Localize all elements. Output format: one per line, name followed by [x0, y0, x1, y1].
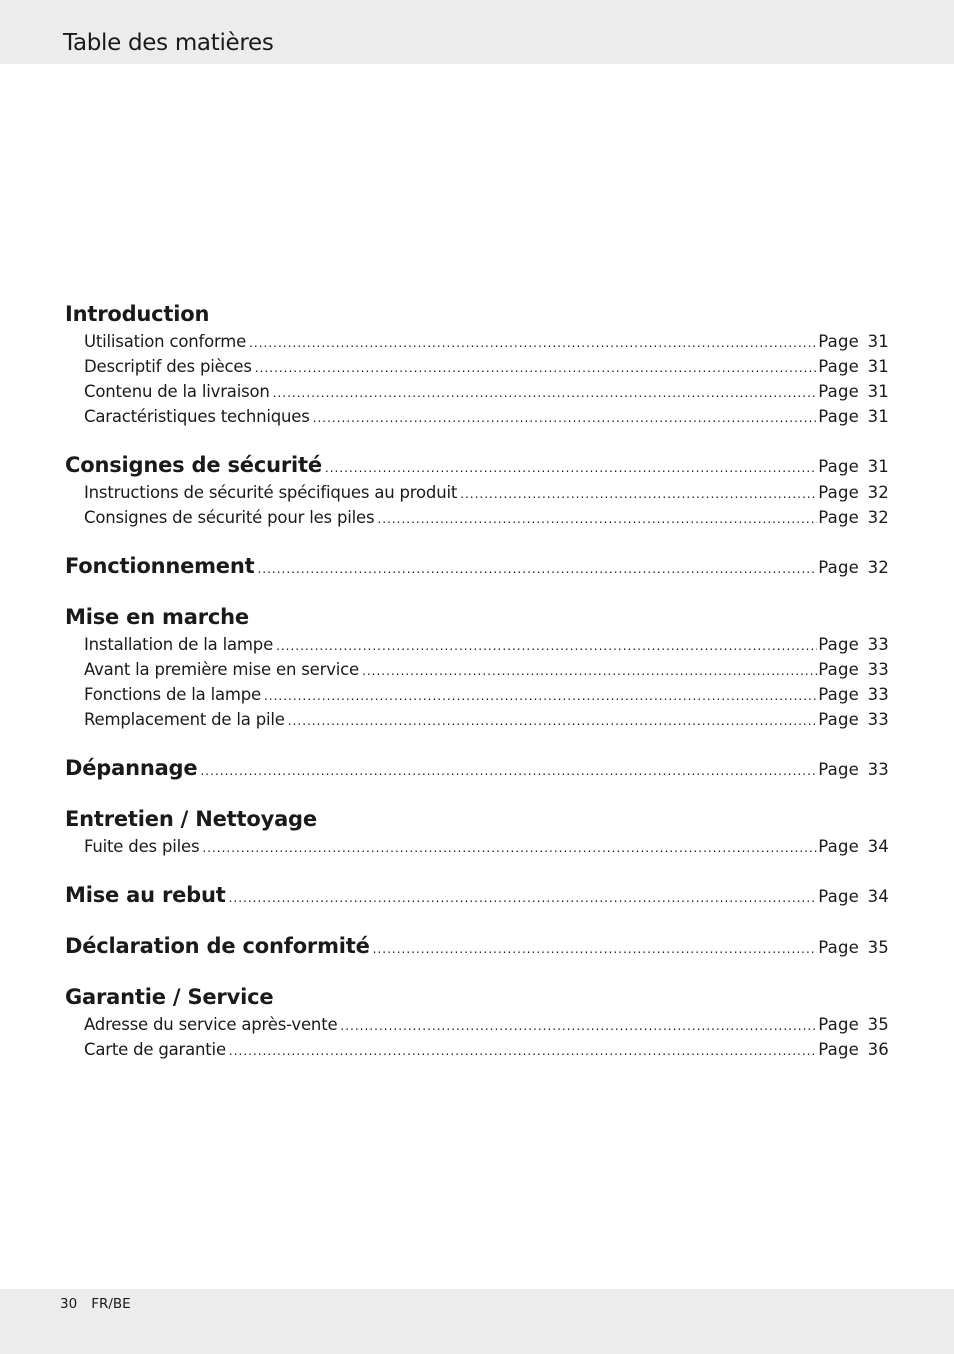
- toc-entry[interactable]: [65, 685, 889, 710]
- page-number: 33: [867, 635, 889, 654]
- toc-entry-label: Avant la première mise en service: [84, 660, 359, 679]
- page-number: 31: [867, 407, 889, 426]
- toc-entry[interactable]: [65, 710, 889, 735]
- toc-page-ref: [818, 635, 889, 654]
- dot-leader: [229, 891, 818, 905]
- page-number: 33: [867, 660, 889, 679]
- toc-heading-label: Fonctionnement: [65, 554, 255, 578]
- page-word: Page: [818, 483, 859, 502]
- dot-leader: [276, 639, 817, 653]
- dot-leader: [460, 487, 817, 501]
- page-word: Page: [818, 1040, 859, 1059]
- toc-entry-label: Adresse du service après-vente: [84, 1015, 338, 1034]
- toc-entry[interactable]: [65, 382, 889, 407]
- toc-page-ref: [818, 332, 889, 351]
- toc-heading-label: Entretien / Nettoyage: [65, 807, 317, 831]
- toc-heading[interactable]: [65, 756, 889, 786]
- page-number: 32: [867, 508, 889, 527]
- page-word: Page: [818, 660, 859, 679]
- toc-entry[interactable]: [65, 635, 889, 660]
- toc-entry-label: Caractéristiques techniques: [84, 407, 310, 426]
- toc-entry[interactable]: [65, 1040, 889, 1065]
- toc-heading-label: Garantie / Service: [65, 985, 274, 1009]
- dot-leader: [264, 689, 817, 703]
- toc-page-ref: [818, 558, 889, 577]
- page-word: Page: [818, 760, 859, 779]
- toc-section-troubleshooting: [65, 756, 889, 786]
- page-word: Page: [818, 407, 859, 426]
- page-number: 36: [867, 1040, 889, 1059]
- page-word: Page: [818, 382, 859, 401]
- toc-section-conformity: [65, 934, 889, 964]
- toc-entry[interactable]: [65, 1015, 889, 1040]
- dot-leader: [373, 942, 818, 956]
- page-number: 34: [867, 887, 889, 906]
- footer-page-number: 30: [60, 1296, 78, 1312]
- page-word: Page: [818, 635, 859, 654]
- page-number: 35: [867, 1015, 889, 1034]
- page-word: Page: [818, 457, 859, 476]
- page-word: Page: [818, 685, 859, 704]
- toc-heading[interactable]: [65, 807, 889, 837]
- dot-leader: [273, 386, 818, 400]
- toc-entry-label: Utilisation conforme: [84, 332, 247, 351]
- page-word: Page: [818, 887, 859, 906]
- toc-page-ref: [818, 483, 889, 502]
- toc-page-ref: [818, 357, 889, 376]
- toc-section-operation: [65, 554, 889, 584]
- toc-section-maintenance: [65, 807, 889, 862]
- page-word: Page: [818, 710, 859, 729]
- page-word: Page: [818, 837, 859, 856]
- page-word: Page: [818, 357, 859, 376]
- toc-entry-label: Fonctions de la lampe: [84, 685, 261, 704]
- toc-heading[interactable]: [65, 302, 889, 332]
- toc-heading-label: Déclaration de conformité: [65, 934, 370, 958]
- page-word: Page: [818, 938, 859, 957]
- toc-entry-label: Remplacement de la pile: [84, 710, 285, 729]
- toc-heading[interactable]: [65, 605, 889, 635]
- toc-heading-label: Dépannage: [65, 756, 198, 780]
- toc-heading-label: Mise au rebut: [65, 883, 226, 907]
- toc-page-ref: [818, 1040, 889, 1059]
- toc-page-ref: [818, 710, 889, 729]
- toc-entry[interactable]: [65, 332, 889, 357]
- page-number: 31: [867, 332, 889, 351]
- toc-section-safety: [65, 453, 889, 533]
- toc-section-introduction: [65, 302, 889, 432]
- toc-heading-label: Consignes de sécurité: [65, 453, 322, 477]
- page-number: 31: [867, 382, 889, 401]
- page-number: 33: [867, 760, 889, 779]
- toc-section-start-up: [65, 605, 889, 735]
- footer: [60, 1295, 131, 1313]
- dot-leader: [377, 512, 817, 526]
- dot-leader: [362, 664, 817, 678]
- page-number: 34: [867, 837, 889, 856]
- dot-leader: [313, 411, 818, 425]
- page-word: Page: [818, 332, 859, 351]
- dot-leader: [229, 1044, 817, 1058]
- toc-entry-label: Carte de garantie: [84, 1040, 226, 1059]
- toc-entry-label: Consignes de sécurité pour les piles: [84, 508, 375, 527]
- page-number: 31: [867, 357, 889, 376]
- toc-entry[interactable]: [65, 483, 889, 508]
- footer-bar: [0, 1289, 954, 1354]
- toc-heading[interactable]: [65, 453, 889, 483]
- toc-section-disposal: [65, 883, 889, 913]
- dot-leader: [257, 562, 817, 576]
- toc-page-ref: [818, 685, 889, 704]
- toc-heading-label: Introduction: [65, 302, 210, 326]
- dot-leader: [249, 336, 817, 350]
- page-number: 33: [867, 685, 889, 704]
- toc-section-warranty: [65, 985, 889, 1065]
- page-number: 31: [867, 457, 889, 476]
- page-number: 35: [867, 938, 889, 957]
- page-word: Page: [818, 1015, 859, 1034]
- page-number: 32: [867, 558, 889, 577]
- toc-entry[interactable]: [65, 837, 889, 862]
- toc-page-ref: [818, 837, 889, 856]
- dot-leader: [200, 764, 817, 778]
- toc-entry-label: Instructions de sécurité spécifiques au produit: [84, 483, 458, 502]
- toc-entry-label: Descriptif des pièces: [84, 357, 252, 376]
- toc-heading[interactable]: [65, 985, 889, 1015]
- toc-page-ref: [818, 760, 889, 779]
- toc-entry-label: Contenu de la livraison: [84, 382, 270, 401]
- footer-locale: FR/BE: [91, 1296, 131, 1312]
- toc-page-ref: [818, 938, 889, 957]
- toc-heading[interactable]: [65, 883, 889, 913]
- page-number: 33: [867, 710, 889, 729]
- toc-entry-label: Installation de la lampe: [84, 635, 274, 654]
- toc-page-ref: [818, 1015, 889, 1034]
- page-word: Page: [818, 558, 859, 577]
- dot-leader: [255, 361, 817, 375]
- dot-leader: [340, 1019, 817, 1033]
- toc-heading[interactable]: [65, 554, 889, 584]
- toc-page-ref: [818, 457, 889, 476]
- page-title: Table des matières: [63, 30, 274, 56]
- page-number: 32: [867, 483, 889, 502]
- toc-entry-label: Fuite des piles: [84, 837, 200, 856]
- toc-entry[interactable]: [65, 357, 889, 382]
- toc-page-ref: [818, 887, 889, 906]
- toc-page-ref: [818, 660, 889, 679]
- toc-entry[interactable]: [65, 407, 889, 432]
- toc-page-ref: [818, 407, 889, 426]
- page-word: Page: [818, 508, 859, 527]
- dot-leader: [202, 841, 817, 855]
- toc-heading-label: Mise en marche: [65, 605, 249, 629]
- toc-entry[interactable]: [65, 660, 889, 685]
- toc-page-ref: [818, 508, 889, 527]
- table-of-contents: [65, 302, 889, 1086]
- toc-entry[interactable]: [65, 508, 889, 533]
- toc-page-ref: [818, 382, 889, 401]
- toc-heading[interactable]: [65, 934, 889, 964]
- dot-leader: [288, 714, 818, 728]
- dot-leader: [325, 461, 817, 475]
